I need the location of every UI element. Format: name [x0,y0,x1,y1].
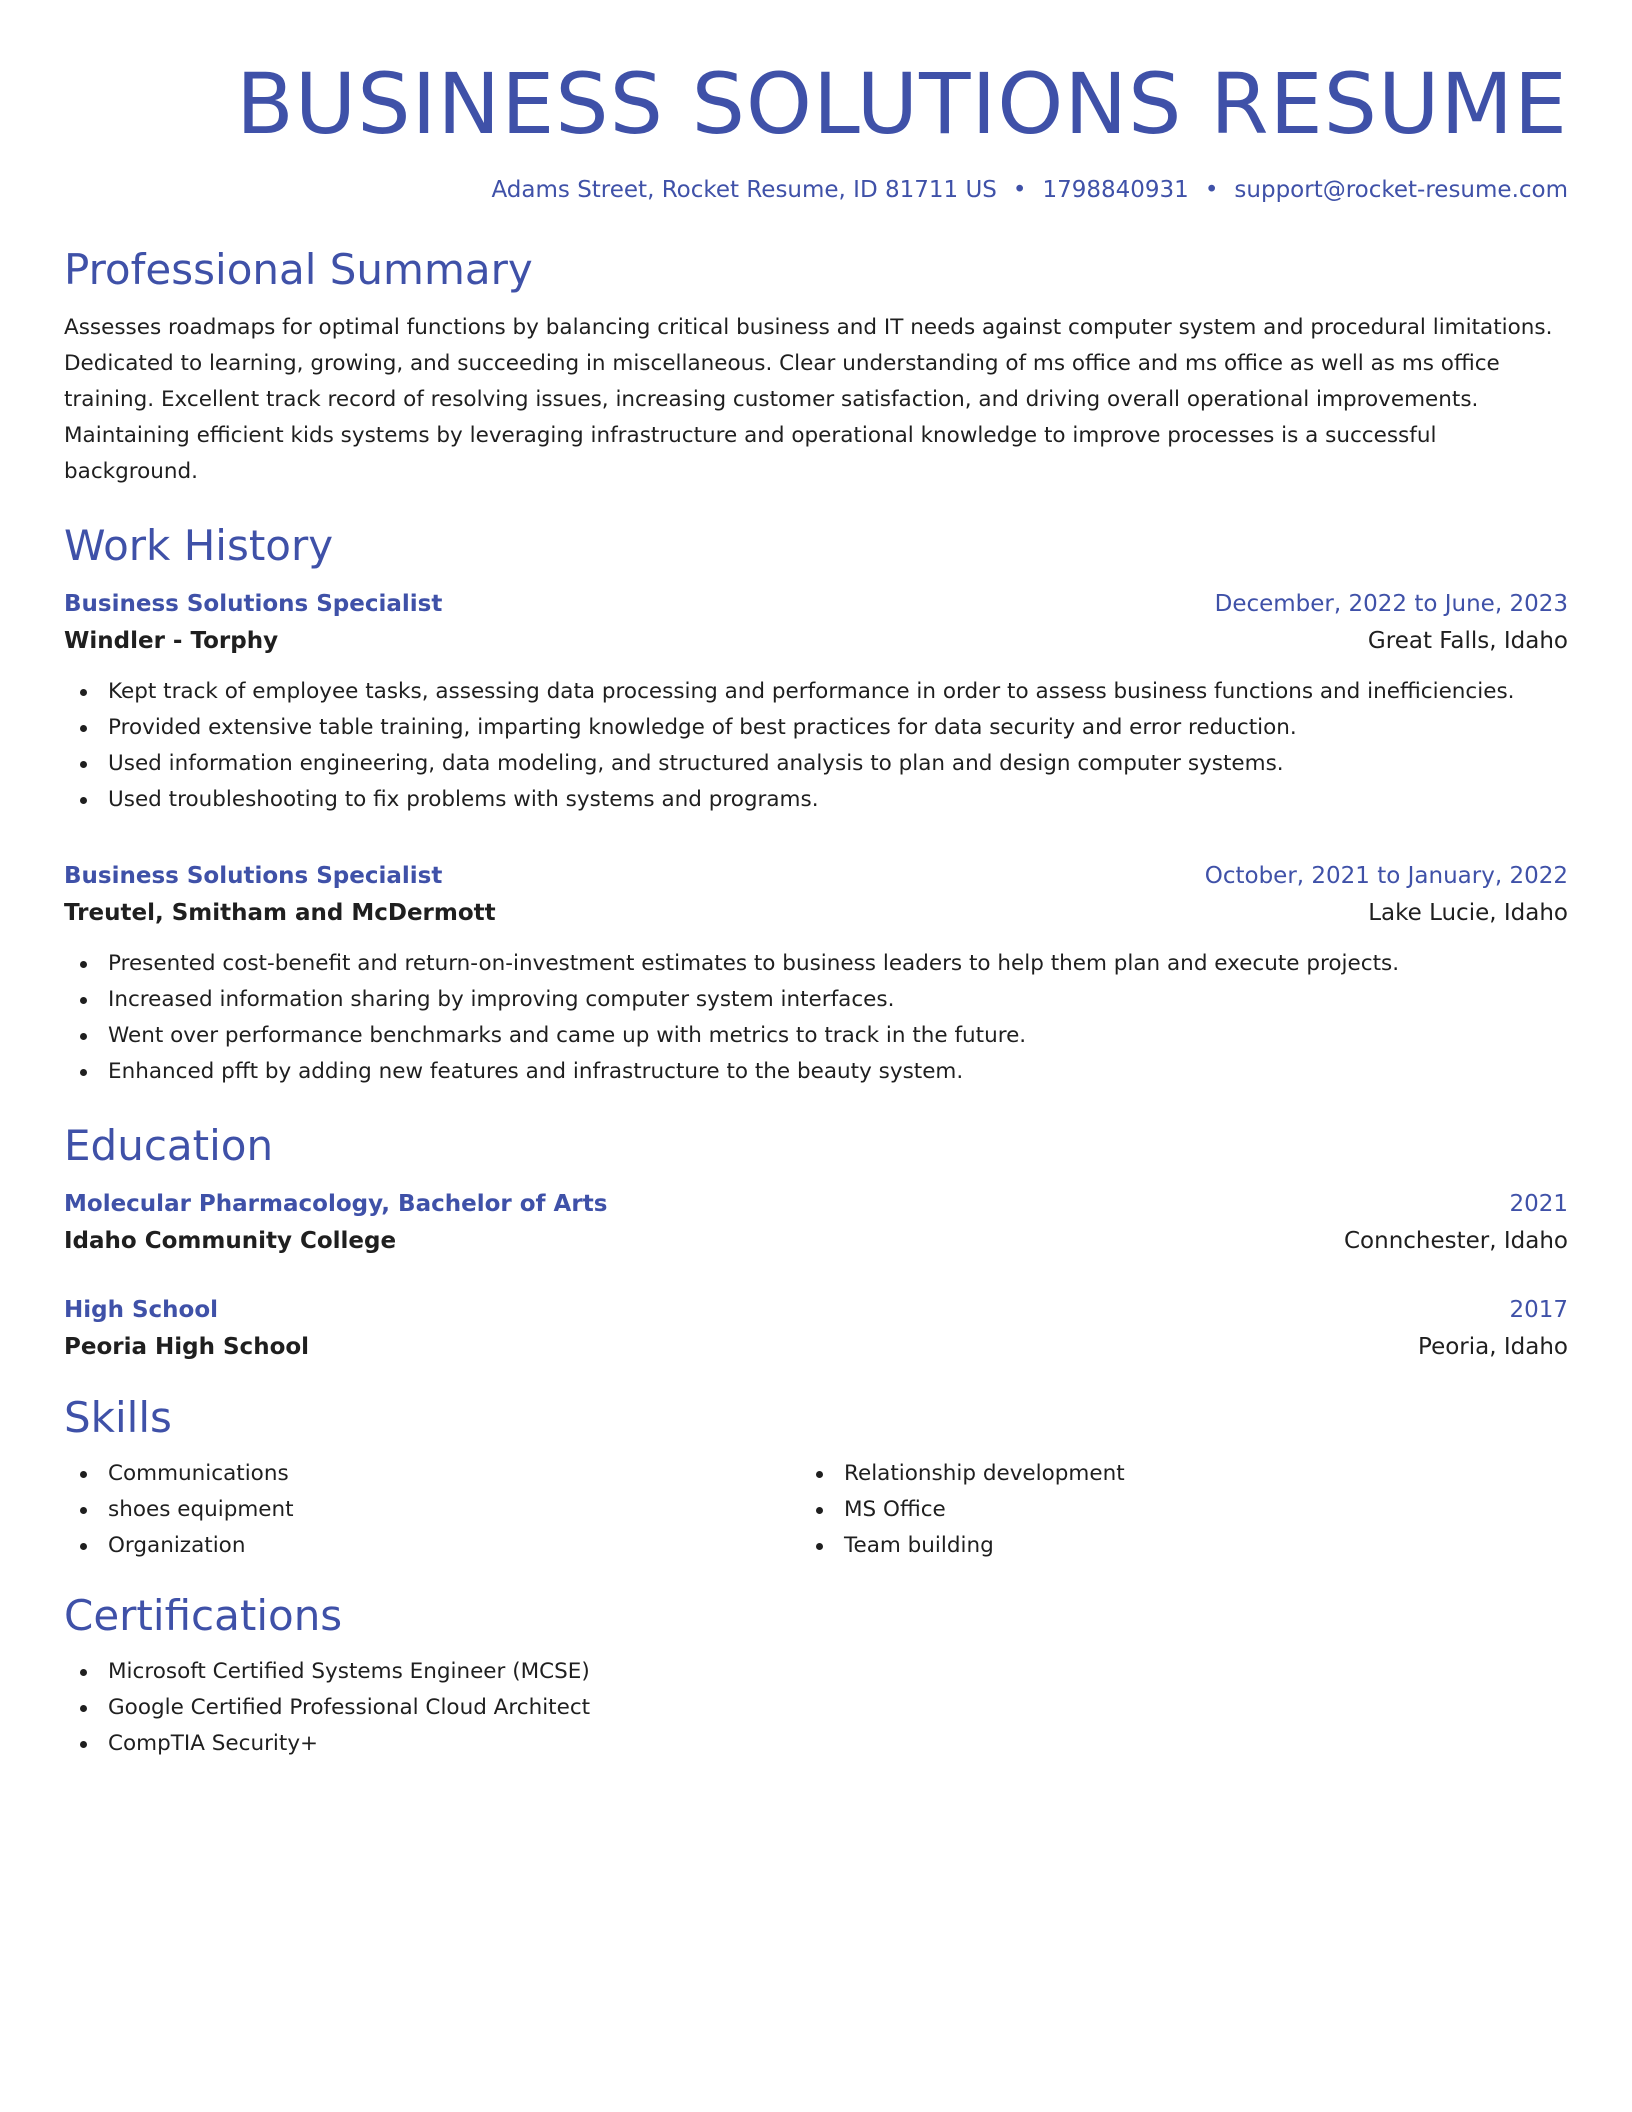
section-title-summary: Professional Summary [64,245,533,294]
job-company: Windler - Torphy [64,628,279,654]
job-dates: December, 2022 to June, 2023 [1214,591,1568,617]
skill-item: Organization [64,1528,800,1564]
education-school-row [64,1222,1568,1260]
job-company-row [64,894,1568,932]
education-location: Connchester, Idaho [1343,1228,1568,1254]
job-role: Business Solutions Specialist [64,863,443,889]
education-entry [64,1292,1568,1366]
section-title-education: Education [64,1121,274,1170]
job-location: Great Falls, Idaho [1367,628,1568,654]
education-school: Peoria High School [64,1334,310,1360]
section-title-certifications: Certifications [64,1591,343,1640]
job-bullets [64,674,1568,818]
section-title-skills: Skills [64,1393,172,1442]
section-title-work-history: Work History [64,521,334,570]
contact-address: Adams Street, Rocket Resume, ID 81711 US [491,177,997,203]
education-degree-row [64,1186,1568,1222]
job-bullet: Provided extensive table training, imparting knowledge of best practices for data security and error reduction. [64,710,1568,746]
job-role: Business Solutions Specialist [64,591,443,617]
resume-title: BUSINESS SOLUTIONS RESUME [236,55,1568,153]
skill-item: shoes equipment [64,1492,800,1528]
certifications-list [64,1654,1568,1762]
job-bullet: Went over performance benchmarks and came up with metrics to track in the future. [64,1018,1568,1054]
skills-columns [64,1456,1568,1564]
skill-item: Relationship development [800,1456,1536,1492]
job-bullet: Used troubleshooting to fix problems with systems and programs. [64,782,1568,818]
job-bullets [64,946,1568,1090]
contact-email[interactable]: support@rocket-resume.com [1234,177,1568,203]
job-entry [64,586,1568,818]
education-degree-row [64,1292,1568,1328]
job-location: Lake Lucie, Idaho [1368,900,1568,926]
contact-separator: • [1012,177,1027,203]
job-company-row [64,622,1568,660]
job-entry [64,858,1568,1090]
job-company: Treutel, Smitham and McDermott [64,900,496,926]
job-bullet: Used information engineering, data modeling, and structured analysis to plan and design computer systems. [64,746,1568,782]
job-bullet: Presented cost-benefit and return-on-investment estimates to business leaders to help them plan and execute projects. [64,946,1568,982]
contact-separator: • [1204,177,1219,203]
skill-item: Communications [64,1456,800,1492]
education-school: Idaho Community College [64,1228,397,1254]
education-location: Peoria, Idaho [1418,1334,1568,1360]
job-header-row [64,858,1568,894]
certification-item: CompTIA Security+ [64,1726,1568,1762]
education-year: 2017 [1509,1297,1568,1323]
job-header-row [64,586,1568,622]
contact-line [64,174,1568,206]
skill-item: MS Office [800,1492,1536,1528]
job-bullet: Kept track of employee tasks, assessing data processing and performance in order to assess business functions and inefficiencies. [64,674,1568,710]
job-bullet: Enhanced pfft by adding new features and infrastructure to the beauty system. [64,1054,1568,1090]
skill-item: Team building [800,1528,1536,1564]
contact-phone: 1798840931 [1042,177,1189,203]
job-bullet: Increased information sharing by improving computer system interfaces. [64,982,1568,1018]
education-entry [64,1186,1568,1260]
summary-text: Assesses roadmaps for optimal functions by balancing critical business and IT needs against computer system and procedural limitations. Dedicated to learning, growing, and succeeding in miscellaneous. Clear understanding of ms office and ms office as well as ms office training. Excellent track record of resolving issues, increasing customer satisfaction, and driving overall operational improvements. Maintaining efficient kids systems by leveraging infrastructure and operational knowledge to improve processes is a successful background. [64,315,1553,484]
certification-item: Google Certified Professional Cloud Architect [64,1690,1568,1726]
skills-list-right [800,1456,1536,1564]
skills-list-left [64,1456,800,1564]
education-school-row [64,1328,1568,1366]
education-year: 2021 [1509,1191,1568,1217]
job-dates: October, 2021 to January, 2022 [1204,863,1568,889]
certification-item: Microsoft Certified Systems Engineer (MCSE) [64,1654,1568,1690]
education-degree: Molecular Pharmacology, Bachelor of Arts [64,1191,608,1217]
education-degree: High School [64,1297,219,1323]
